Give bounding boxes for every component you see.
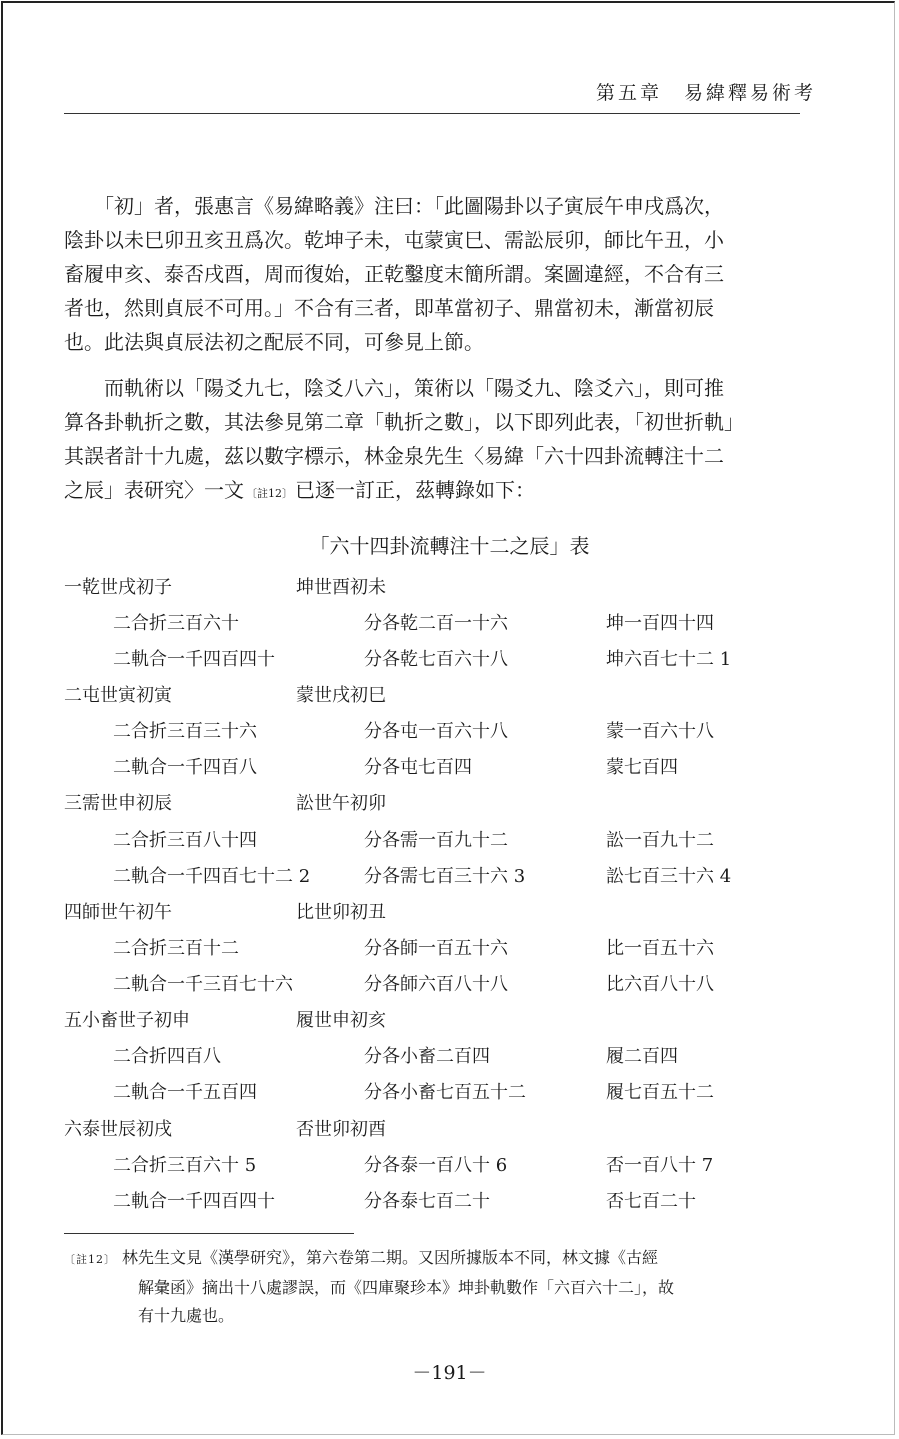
table-cell: 分各需七百三十六 3 xyxy=(364,866,526,887)
table-cell: 二合折四百八 xyxy=(113,1046,221,1067)
text-line: 也。此法與貞辰法初之配辰不同，可參見上節。 xyxy=(64,330,484,354)
table-title: 「六十四卦流轉注十二之辰」表 xyxy=(309,534,590,558)
table-group-header xyxy=(0,573,899,603)
table-cell: 分各泰七百二十 xyxy=(364,1191,490,1212)
table-cell: 分各泰一百八十 6 xyxy=(364,1155,508,1176)
table-cell: 二軌合一千四百七十二 2 xyxy=(113,866,311,887)
text-segment: 已逐一訂正，茲轉錄如下： xyxy=(295,478,535,502)
table-cell: 分各屯一百六十八 xyxy=(364,721,508,742)
table-cell: 二軌合一千三百七十六 xyxy=(113,974,293,995)
table-row xyxy=(0,645,899,675)
table-row xyxy=(0,1151,899,1181)
table-row xyxy=(0,609,899,639)
table-cell: 分各乾二百一十六 xyxy=(364,613,508,634)
table-row xyxy=(0,1187,899,1217)
footnote-rule xyxy=(64,1233,354,1234)
table-group-header xyxy=(0,1115,899,1145)
hexagram-yin-header: 否世卯初酉 xyxy=(296,1119,386,1140)
table-group-header xyxy=(0,789,899,819)
table-cell: 分各乾七百六十八 xyxy=(364,649,508,670)
hexagram-yang-header: 一乾世戌初子 xyxy=(64,577,172,598)
table-cell: 分各小畜二百四 xyxy=(364,1046,490,1067)
table-cell: 訟一百九十二 xyxy=(606,830,714,851)
footnote xyxy=(64,1244,804,1330)
table-cell: 分各屯七百四 xyxy=(364,757,472,778)
table-cell: 否七百二十 xyxy=(606,1191,696,1212)
hexagram-yin-header: 坤世酉初未 xyxy=(296,577,386,598)
table-cell: 否一百八十 7 xyxy=(606,1155,714,1176)
note-reference: 〔註12〕 xyxy=(246,487,293,500)
page-number: －191－ xyxy=(412,1362,487,1384)
paragraph-1 xyxy=(64,189,800,359)
table-row xyxy=(0,1078,899,1108)
footnote-line: 解彙函》摘出十八處謬誤，而《四庫聚珍本》坤卦軌數作「六百六十二」，故 xyxy=(138,1278,675,1297)
table-cell: 分各小畜七百五十二 xyxy=(364,1082,526,1103)
running-header: 第五章 易緯釋易術考 xyxy=(596,82,817,104)
table-cell: 坤一百四十四 xyxy=(606,613,714,634)
table-cell: 二合折三百六十 xyxy=(113,613,239,634)
hexagram-yang-header: 四師世午初午 xyxy=(64,902,172,923)
table-cell: 分各師一百五十六 xyxy=(364,938,508,959)
hexagram-yin-header: 比世卯初丑 xyxy=(296,902,386,923)
table-cell: 比一百五十六 xyxy=(606,938,714,959)
header-rule xyxy=(64,113,800,114)
table-cell: 訟七百三十六 4 xyxy=(606,866,732,887)
text-line: 其誤者計十九處，茲以數字標示，林金泉先生〈易緯「六十四卦流轉注十二 xyxy=(64,444,724,468)
table-cell: 二軌合一千四百八 xyxy=(113,757,257,778)
hexagram-yang-header: 三需世申初辰 xyxy=(64,793,172,814)
table-group-header xyxy=(0,1006,899,1036)
text-segment: 之辰」表研究〉一文 xyxy=(64,478,244,502)
table-cell: 二軌合一千四百四十 xyxy=(113,1191,275,1212)
table-cell: 坤六百七十二 1 xyxy=(606,649,732,670)
text-line-with-note xyxy=(64,473,800,507)
hexagram-yang-header: 二屯世寅初寅 xyxy=(64,685,172,706)
table-cell: 二合折三百三十六 xyxy=(113,721,257,742)
table-cell: 比六百八十八 xyxy=(606,974,714,995)
footnote-line: 有十九處也。 xyxy=(138,1306,235,1325)
hexagram-yang-header: 六泰世辰初戌 xyxy=(64,1119,172,1140)
hexagram-yang-header: 五小畜世子初申 xyxy=(64,1010,190,1031)
table-row xyxy=(0,717,899,747)
text-line: 陰卦以未巳卯丑亥丑爲次。乾坤子未，屯蒙寅巳、需訟辰卯，師比午丑，小 xyxy=(64,228,724,252)
table-cell: 二合折三百十二 xyxy=(113,938,239,959)
table-cell: 蒙七百四 xyxy=(606,757,678,778)
table-cell: 履二百四 xyxy=(606,1046,678,1067)
table-row xyxy=(0,753,899,783)
table-row xyxy=(0,1042,899,1072)
table-cell: 蒙一百六十八 xyxy=(606,721,714,742)
table-cell: 二軌合一千四百四十 xyxy=(113,649,275,670)
footnote-text: 林先生文見《漢學研究》，第六卷第二期。又因所據版本不同，林文據《古經 xyxy=(122,1248,659,1267)
paragraph-2 xyxy=(64,371,800,507)
table-group-header xyxy=(0,898,899,928)
table-cell: 分各師六百八十八 xyxy=(364,974,508,995)
hexagram-yin-header: 蒙世戌初巳 xyxy=(296,685,386,706)
text-line: 者也，然則貞辰不可用。」不合有三者，即革當初子、鼎當初未，漸當初辰 xyxy=(64,296,714,320)
text-line: 算各卦軌折之數，其法參見第二章「軌折之數」，以下即列此表，「初世折軌」 xyxy=(64,410,744,434)
table-cell: 二合折三百八十四 xyxy=(113,830,257,851)
hexagram-yin-header: 訟世午初卯 xyxy=(296,793,386,814)
table-group-header xyxy=(0,681,899,711)
hexagram-yin-header: 履世申初亥 xyxy=(296,1010,386,1031)
table-row xyxy=(0,862,899,892)
table-cell: 履七百五十二 xyxy=(606,1082,714,1103)
table-cell: 二合折三百六十 5 xyxy=(113,1155,257,1176)
table-row xyxy=(0,934,899,964)
text-line: 畜履申亥、泰否戌酉，周而復始，正乾鑿度末簡所謂。案圖違經，不合有三 xyxy=(64,262,724,286)
table-cell: 分各需一百九十二 xyxy=(364,830,508,851)
text-line: 「初」者，張惠言《易緯略義》注曰：「此圖陽卦以子寅辰午申戌爲次， xyxy=(64,194,724,218)
text-line: 而軌術以「陽爻九七，陰爻八六」，策術以「陽爻九、陰爻六」，則可推 xyxy=(64,376,724,400)
footnote-line xyxy=(64,1244,804,1274)
table-cell: 二軌合一千五百四 xyxy=(113,1082,257,1103)
table-row xyxy=(0,970,899,1000)
table-row xyxy=(0,826,899,856)
footnote-tag: 〔註12〕 xyxy=(64,1253,116,1266)
